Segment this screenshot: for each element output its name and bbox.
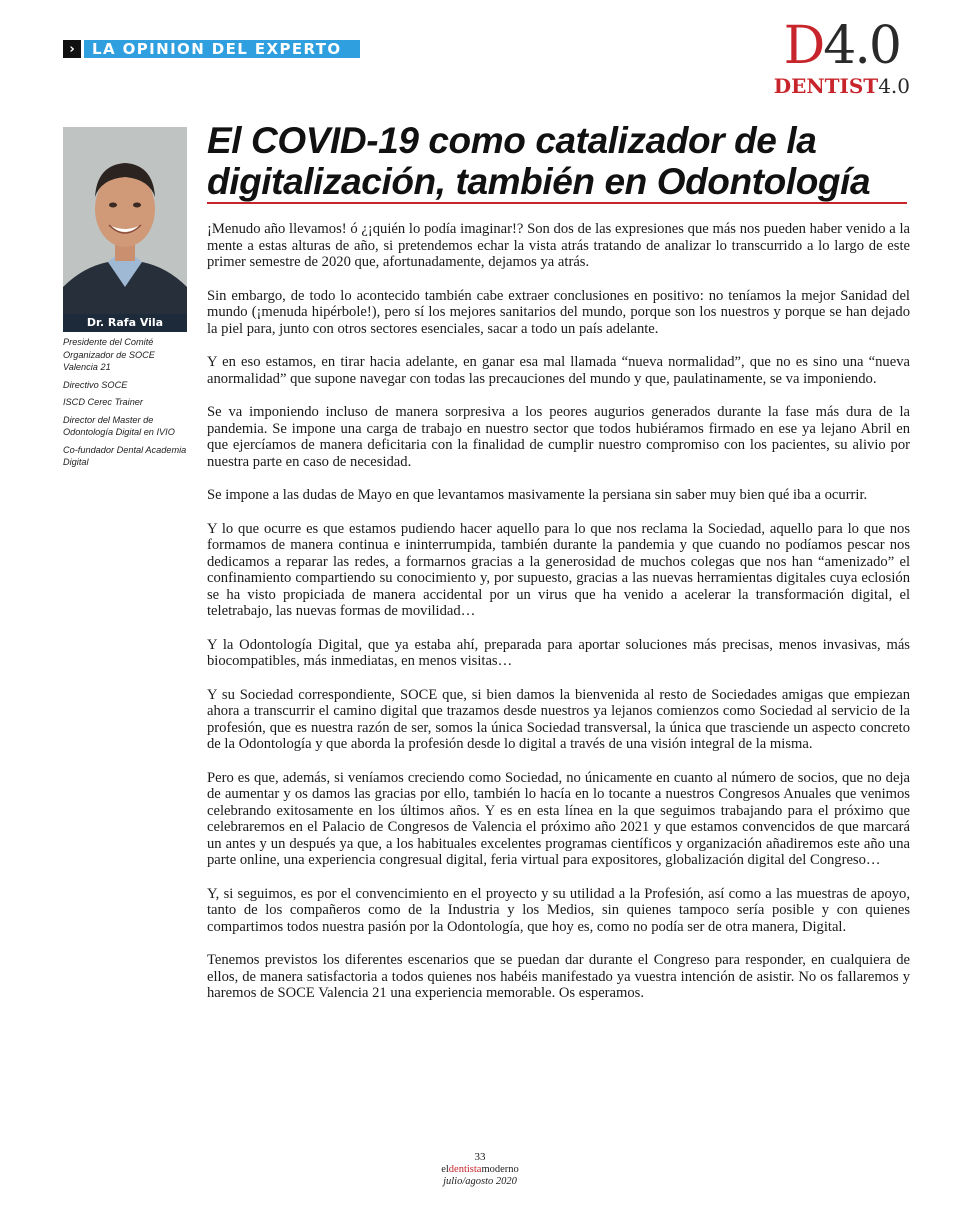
page-number: 33 <box>474 1151 486 1163</box>
article-body <box>207 221 910 1019</box>
page-footer <box>400 1151 560 1188</box>
paragraph: Y la Odontología Digital, que ya estaba ahí, preparada para aportar soluciones más precisas, menos invasivas, más biocompatibles, más inmediatas, en menos visitas… <box>207 636 910 669</box>
title-underline <box>207 202 907 204</box>
chevron-right-icon: › <box>63 40 81 58</box>
author-name: Dr. Rafa Vila <box>63 314 187 332</box>
paragraph: Tenemos previstos los diferentes escenarios que se puedan dar durante el Congreso para responder, en cualquiera de ellos, de manera satisfactoria a todos quienes nos habéis manifestado ya vuestra intención de asistir. No os fallaremos y haremos de SOCE Valencia 21 una experiencia memorable. Os esperamos. <box>207 952 910 1001</box>
paragraph: ¡Menudo año llevamos! ó ¿¡quién lo podía imaginar!? Son dos de las expresiones que más nos pueden haber venido a la mente a estas alturas de año, si pretendemos echar la vista atrás tratando de analizar lo transcurrido a lo largo de este primer semestre de 2020 que, afortunadamente, dejamos ya atrás. <box>207 221 910 270</box>
logo-wordmark: DENTIST4.0 <box>773 74 910 98</box>
paragraph: Se va imponiendo incluso de manera sorpresiva a los peores augurios generados durante la fase más dura de la pandemia. Se impone una carga de trabajo en nuestro sector que todos hubiéramos firmado en ese ya lejano Abril en que ejercíamos de manera deficitaria con la finalidad de cumplir nuestro compromiso con los pacientes, su alivio por nuestra parte en caso de necesidad. <box>207 404 910 470</box>
author-portrait-illustration <box>63 127 187 314</box>
logo-mark: D4.0 <box>783 16 900 76</box>
bio-line: Directivo SOCE <box>63 379 128 390</box>
paragraph: Y en eso estamos, en tirar hacia adelante, en ganar esa mal llamada “nueva normalidad”, que no es sino una “nueva anormalidad” que supone navegar con todas las precauciones del mundo y que, paulatinamente, se va imponiendo. <box>207 354 910 387</box>
section-header <box>63 40 360 58</box>
publication-name: eldentistamoderno <box>441 1164 519 1175</box>
author-photo <box>63 127 187 314</box>
section-label: LA OPINION DEL EXPERTO <box>84 40 360 58</box>
bio-line: ISCD Cerec Trainer <box>63 397 143 407</box>
paragraph: Pero es que, además, si veníamos creciendo como Sociedad, no únicamente en cuanto al número de socios, que no deja de aumentar y os damos las gracias por ello, también lo hacía en lo tocante a nuestros Congresos Anuales que venimos celebrando exitosamente en los últimos años. Y es en esta línea en la que seguimos trabajando para el próximo que celebraremos en el Palacio de Congresos de Valencia el próximo año 2021 y que estamos convencidos de que marcará un antes y un después ya que, a los habituales excelentes programas científicos y organización añadiremos este año una parte online, una experiencia congresual digital, feria virtual para expositores, globalización digital del Congreso… <box>207 769 910 868</box>
bio-line: Presidente del Comité Organizador de SOCE Valencia 21 <box>63 337 155 372</box>
author-bio <box>63 336 187 474</box>
bio-line: Co-fundador Dental Academia Digital <box>63 444 187 467</box>
paragraph: Se impone a las dudas de Mayo en que levantamos masivamente la persiana sin saber muy bien qué iba a ocurrir. <box>207 487 868 503</box>
article-title: El COVID-19 como catalizador de la digitalización, también en Odontología <box>207 120 871 202</box>
bio-line: Director del Master de Odontología Digital en IVIO <box>63 414 175 437</box>
paragraph: Y lo que ocurre es que estamos pudiendo hacer aquello para lo que nos reclama la Sociedad, aquello para lo que nos formamos de manera continua e ininterrumpida, también durante la pandemia y que cuando no podíamos pescar nos dedicamos a reparar las redes, a formarnos gracias a la generosidad de muchos colegas que nos han “amenizado” el confinamiento compartiendo su conocimiento y, por supuesto, gracias a las nuevas herramientas digitales cuya eclosión se ha visto propiciada de manera accidental por un virus que ha venido a acelerar la transformación digital, el teletrabajo, las nuevas formas de movilidad… <box>207 520 910 619</box>
paragraph: Y su Sociedad correspondiente, SOCE que, si bien damos la bienvenida al resto de Sociedades amigas que empiezan ahora a transcurrir el camino digital que trazamos desde nuestros ya lejanos comienzos como Sociedad al servicio de la profesión, que es nuestra razón de ser, somos la única Sociedad transversal, la única que trasciende un aspecto concreto de la Odontología y que aborda la profesión desde lo digital a través de una visión integral de la misma. <box>207 686 910 752</box>
paragraph: Sin embargo, de todo lo acontecido también cabe extraer conclusiones en positivo: no teníamos la mejor Sanidad del mundo (¡menuda hipérbole!), pero sí los mejores sanitarios del mundo, porque son los nuestros y porque se han dejado la piel para, junto con otros sectores esenciales, sacar a todo un país adelante. <box>207 287 910 337</box>
paragraph: Y, si seguimos, es por el convencimiento en el proyecto y su utilidad a la Profesión, así como a las muestras de apoyo, tanto de los compañeros como de la Industria y los Medios, sin quienes tampoco sería posible y con quienes compartimos todos nuestra pasión por la Odontología, que hoy es, como no podía ser de otra manera, Digital. <box>207 885 910 935</box>
issue-date: julio/agosto 2020 <box>443 1176 517 1187</box>
magazine-logo <box>773 16 916 100</box>
